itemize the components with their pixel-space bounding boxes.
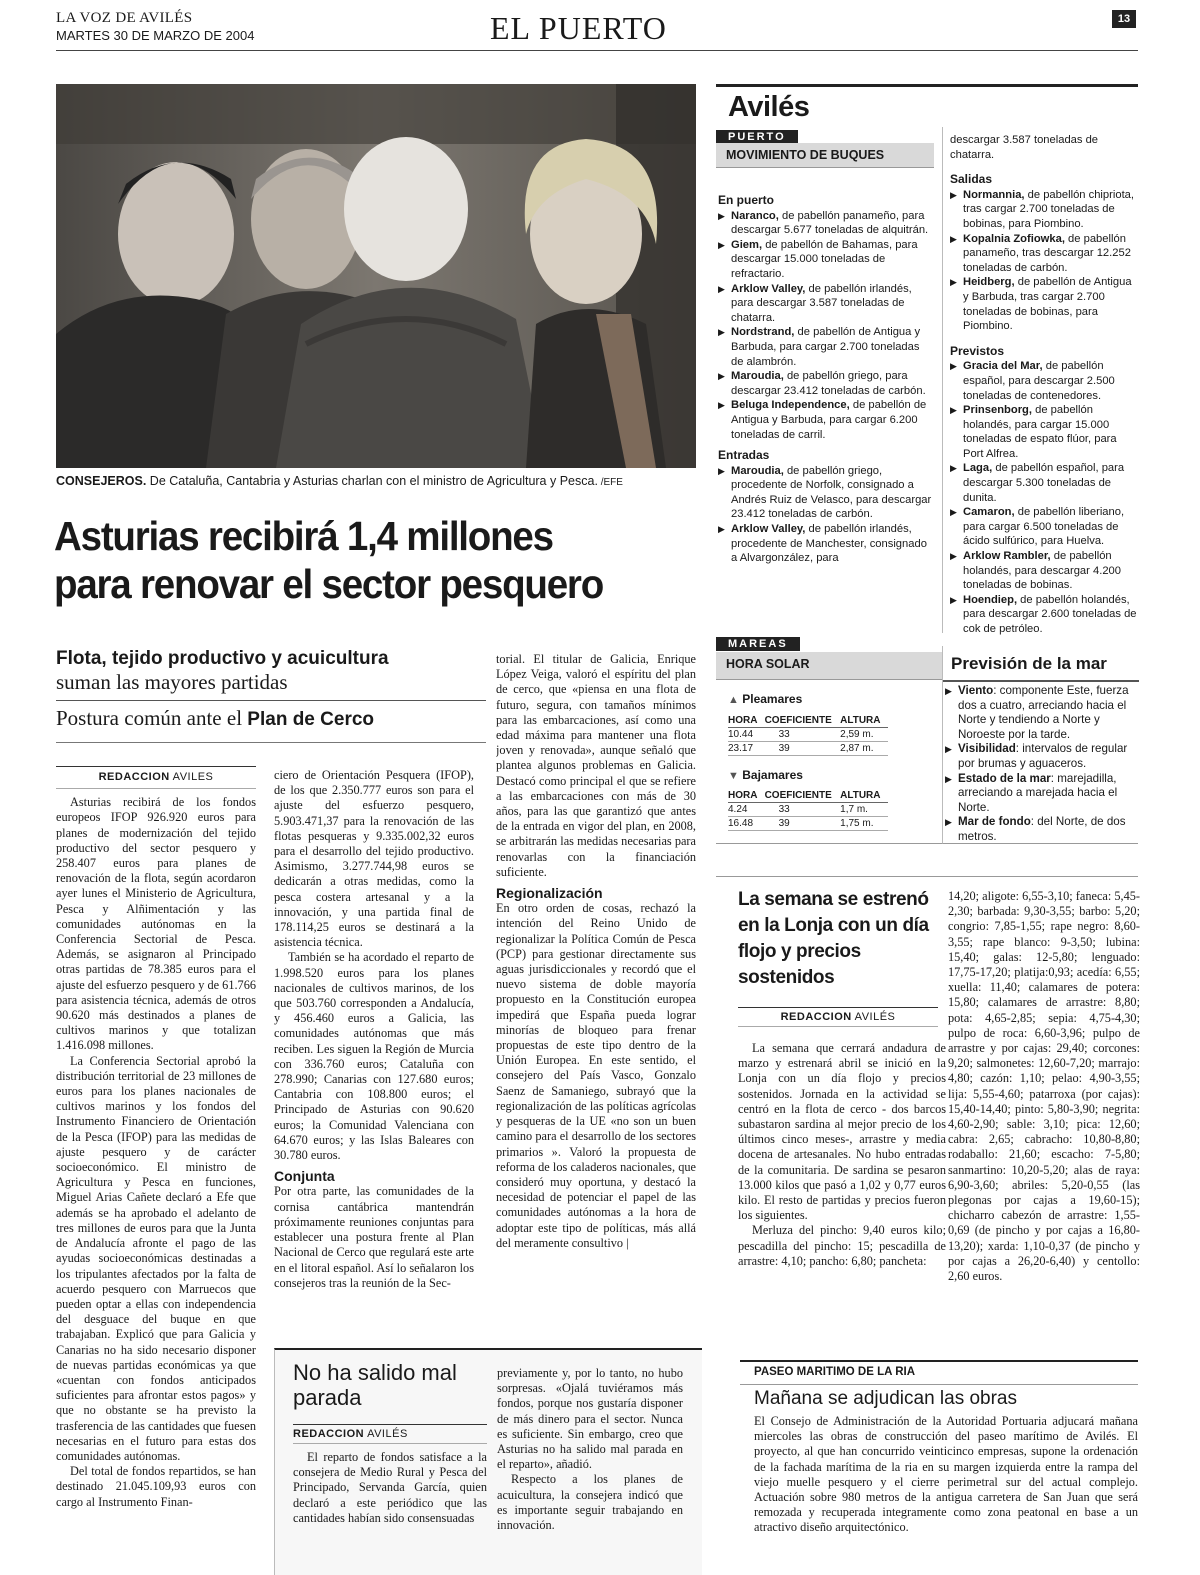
bajamares-label: Bajamares	[742, 768, 803, 782]
list-item	[718, 209, 932, 238]
forecast-list	[945, 684, 1137, 845]
col-hora: HORA	[728, 789, 765, 803]
item-text: de pabellón de Antigua y Barbuda, tras cargar 2.700 toneladas de bobinas, para Piombino.	[963, 276, 1132, 333]
item-text: de pabellón chipriota, tras cargar 2.700 toneladas de bobinas, para Piombino.	[963, 188, 1135, 230]
table-row	[728, 803, 888, 817]
paper-name: LA VOZ DE AVILÉS	[56, 10, 193, 26]
forecast-title: Previsión de la mar	[951, 654, 1107, 673]
ships-col-2	[950, 133, 1138, 637]
sidebar-byline	[293, 1424, 487, 1444]
list-item	[945, 684, 1137, 742]
paragraph: Del total de fondos repartidos, se han destinado 21.045.109,93 euros con cargo al Instrumento Finan-	[56, 1464, 256, 1509]
article-column-3	[496, 652, 696, 1328]
article-byline	[56, 766, 256, 789]
deck-line-3	[56, 705, 486, 733]
section-previstos: Previstos	[950, 343, 1005, 358]
paragraph: ciero de Orientación Pesquera (IFOP), de los que 2.350.777 euros son para el ajuste del esfuerzo pesquero, 5.903.471,37 para la renovación de las flotas pesqueras y 9.335.002,32 euros para el desarrollo del tejido productivo. Asimismo, 3.277.744,98 euros se dedicarán a otras medidas, como la pesca costera artesanal y a la innovación, y una partida final de 178.114,25 euros se destinará a la asistencia técnica.	[274, 768, 474, 950]
item-text: de pabellón panameño, para descargar 5.677 toneladas de alquitrán.	[731, 209, 929, 237]
paragraph: También se ha acordado el reparto de 1.998.520 euros para los planes nacionales de cultivos marinos, de los que 503.760 corresponden a Andalucía, y 456.460 euros a Galicia, las comunidades autónomas que más reciben. Les siguen la Región de Murcia con 336.760 euros; Cataluña con 278.990; Canarias con 127.680 euros; Cantabria con 108.800 euros; el Principado de Asturias con 90.620 euros; la Comunidad Valenciana con 64.670 euros; y las Islas Baleares con 30.780 euros.	[274, 950, 474, 1163]
list-item	[950, 359, 1138, 403]
issue-date: MARTES 30 DE MARZO DE 2004	[56, 28, 255, 43]
article-column-2	[274, 768, 474, 1328]
list-item	[718, 464, 932, 522]
sidebar-col-1	[293, 1450, 487, 1526]
paragraph: 14,20; aligote: 6,55-3,10; faneca: 5,45-2,30; barbada: 9,30-3,55; barbo: 5,20; congrio: 7,85-1,55; rape negro: 8,60-3,55; rape blanco: 9-3,50; lubina: 15,40; galas: 12-5,80; lenguado: 17,75-17,20; platija:0,93; acedía: 6,55; xuella: 11,40; calamares de potera: 15,80; calamares de arrastre: 8,80; pota: 4,65-2,85; sepia: 4,75-4,30; pulpo de roca: 6,60-3,96; pulpo de arrastre y por cajas: 29,40; corcones: 9,20; salmonetes: 12,60-7,20; marrajo: 4,80; cazón: 1,10; pelao: 4,90-3,55; lija: 5,55-4,60; patarroxa (por cajas): 15,40-14,40; pinto: 5,80-3,90; negrita: 4,60-2,90; sable: 3,10; pica: 12,60; cabra: 2,65; cabracho: 10,80-8,80; rodaballo: 21,60; escacho: 7-5,80; sanmartino: 10,20-5,20; alas de raya: 6,90-3,60; abriles: 5,20-0,55 (las plegonas por cajas a 19,60-15); chicharro cabezón de arrastre: 1,55-0,69 (de pincho y por cajas a 16,80-13,20); xarda: 1,10-0,37 (de pincho y por cajas a 26,20-6,40) y centollo: 2,60 euros.	[948, 889, 1140, 1284]
lonja-byline-agency: REDACCION	[780, 1011, 852, 1023]
col-altura: ALTURA	[840, 714, 888, 728]
headline-line-1: Asturias recibirá 1,4 millones	[54, 513, 553, 559]
cell: 10.44	[728, 728, 765, 742]
masthead-rule	[56, 50, 1138, 51]
item-text: de pabellón español, para descargar 5.300 toneladas de dunita.	[963, 462, 1125, 504]
item-name: Hoendiep,	[963, 593, 1018, 606]
list-item	[718, 369, 932, 398]
item-name: Maroudia,	[731, 370, 784, 383]
sidebar-col-2	[497, 1366, 683, 1533]
tides-tag-label: MAREAS	[716, 637, 800, 651]
byline-city: AVILES	[169, 771, 214, 783]
paragraph: Respecto a los planes de acuicultura, la consejera indicó que es importante seguir trabajando en innovación.	[497, 1472, 683, 1533]
deck-line-1: Flota, tejido productivo y acuicultura	[56, 648, 389, 669]
subhead-conjunta: Conjunta	[274, 1168, 335, 1185]
paragraph: El reparto de fondos satisface a la consejera de Medio Rural y Pesca del Principado, Servanda García, quien declaró a este periódico que las cantidades habían sido consensuadas	[293, 1450, 487, 1525]
item-name: Beluga Independence,	[731, 399, 850, 412]
list-item	[945, 742, 1137, 771]
item-text: : del Norte, de dos metros.	[958, 815, 1126, 843]
lonja-col-2	[948, 889, 1140, 1284]
photo-caption	[56, 474, 696, 488]
page-number: 13	[1112, 10, 1136, 28]
headline-line-2: para renovar el sector pesquero	[54, 561, 604, 607]
item-text: de pabellón liberiano, para cargar 6.500 toneladas de ácido sulfúrico, para Huelva.	[963, 506, 1125, 548]
cell: 39	[765, 817, 841, 831]
lonja-byline	[738, 1007, 938, 1027]
item-text: de pabellón de Antigua y Barbuda, para cargar 2.700 toneladas de alambrón.	[731, 326, 921, 368]
list-item	[950, 232, 1138, 276]
news-photo	[56, 84, 696, 468]
list-item	[950, 593, 1138, 637]
main-deck	[56, 648, 486, 733]
item-name: Giem,	[731, 238, 763, 251]
item-text: : marejadilla, arreciando a marejada hacia el Norte.	[958, 771, 1118, 814]
paseo-text: El Consejo de Administración de la Autoridad Portuaria adjucará mañana miercoles las obras de construcción del paseo marítimo de Avilés. El proyecto, al que han concurrido veinticinco empresas, supone la ordenación de la fachada marítima de la ria en su margen izquierda entre la rampa del viejo muelle pesquero y el cierre perimetral sur del actual complejo. Actuación sobre 980 metros de la antigua carretera de San Juan que será remozada y recuperada integramente como zona peatonal en base a un atractivo diseño arquitectónico.	[754, 1414, 1138, 1535]
item-text: de pabellón irlandés, procedente de Manchester, consignado a Alvargonzález, para	[731, 523, 927, 565]
item-name: Visibilidad	[958, 742, 1016, 756]
cell: 33	[765, 728, 841, 742]
byline-agency: REDACCION	[98, 771, 170, 783]
col-hora: HORA	[728, 714, 765, 728]
item-name: Camaron,	[963, 506, 1015, 519]
sidebar-byline-agency: REDACCION	[293, 1428, 365, 1440]
lonja-article	[716, 876, 1138, 1326]
list-item	[718, 522, 932, 566]
item-name: Naranco,	[731, 209, 779, 222]
tides-panel	[716, 634, 942, 844]
photo-credit: /EFE	[597, 477, 623, 488]
item-name: Prinsenborg,	[963, 404, 1032, 417]
tides-bar: HORA SOLAR	[716, 652, 942, 680]
col-coeficiente: COEFICIENTE	[765, 789, 841, 803]
item-name: Arklow Rambler,	[963, 550, 1051, 563]
previstos-list	[950, 359, 1138, 636]
cell: 23.17	[728, 742, 765, 756]
caption-text: De Cataluña, Cantabria y Asturias charlan con el ministro de Agricultura y Pesca.	[146, 474, 598, 488]
sidebar-title: No ha salido mal parada	[293, 1360, 457, 1410]
item-name: Estado de la mar	[958, 771, 1051, 785]
list-item	[718, 282, 932, 326]
item-name: Normannia,	[963, 188, 1025, 201]
salidas-list	[950, 188, 1138, 334]
list-item	[950, 275, 1138, 333]
forecast-panel	[942, 646, 1138, 844]
item-text: de pabellón griego, procedente de Norfolk, consignado a Andrés Ruiz de Velasco, para descargar 23.412 toneladas de carbón.	[731, 464, 932, 521]
deck-line-3-b: Plan de Cerco	[247, 709, 375, 730]
paragraph: La Conferencia Sectorial aprobó la distribución territorial de 23 millones de euros para los planes nacionales de cultivos marinos y los fondos del Instrumento Financiero de Orientación de la Pesca (IFOP) para las medidas de ajuste pesquero y de carácter socioeconómico. El ministro de Agricultura y Pesca en funciones, Miguel Arias Cañete declaró a Efe que además se ha aprobado el adelanto de tres millones de euros para que la Junta de Andalucía afronte el pago de las ayudas socioeconómicas destinadas a los tripulantes afectados por la falta de acuerdo pesquero con Marruecos que pueden optar a ellas con independencia del desguace del buque en que trabajaban. Explicó que para Galicia y Canarias no ha sido necesario disponer de nuevas partidas económicas ya que «cuentan con fondos anticipados suficientes para afrontar estos pagos» y que no obstante se ha previsto la trasferencia de las cantidades que fuesen necesarias en el futuro para estas dos comunidades autónomas.	[56, 1053, 256, 1463]
table-row	[728, 728, 888, 742]
item-name: Kopalnia Zofiowka,	[963, 232, 1065, 245]
list-item	[950, 461, 1138, 505]
tides-tag	[716, 634, 800, 652]
port-divider	[942, 127, 943, 633]
item-text: de pabellón holandés, para descargar 4.200 toneladas de bobinas.	[963, 550, 1121, 592]
masthead	[0, 0, 1200, 50]
cell: 39	[765, 742, 841, 756]
ships-col-1	[718, 187, 932, 566]
article-column-1	[56, 766, 256, 1575]
port-tag-label: PUERTO	[716, 130, 798, 144]
col-altura: ALTURA	[840, 789, 888, 803]
cell: 16.48	[728, 817, 765, 831]
item-text: : intervalos de regular por brumas y aguaceros.	[958, 742, 1128, 770]
paragraph: En otro orden de cosas, rechazó la intención del Reino Unido de regionalizar la Política Común de Pesca (PCP) para gestionar directamente sus aguas jurisdiccionales y recordó que el nuevo sistema de doble mayoría propuesto en la Constitución europea impedirá que España pueda lograr minorías de bloqueo para frenar propuestas de este tipo dentro de la Unión Europea. En este sentido, el consejero del País Vasco, Gonzalo Saenz de Samaniego, subrayó que la regionalización de las políticas agrícolas y pesqueras de la UE «no son un buen camino para el desarrollo de los sectores primarios ». Valoró la propuesta de reforma de los caladeros nacionales, que consideró muy oportuna, y destacó la necesidad de potenciar el papel de las comunidades autónomas a la hora de adoptar este tipo de políticas, más allá del meramente consultivo |	[496, 901, 696, 1250]
item-text: de pabellón de Antigua y Barbuda, para cargar 6.200 toneladas de carril.	[731, 399, 927, 441]
bajamares-title	[728, 768, 803, 782]
item-text: de pabellón de Bahamas, para descargar 15.000 toneladas de refractario.	[731, 238, 918, 280]
section-salidas: Salidas	[950, 172, 993, 187]
item-name: Laga,	[963, 462, 993, 475]
subhead-regionalizacion: Regionalización	[496, 885, 603, 902]
item-name: Mar de fondo	[958, 815, 1031, 829]
caption-lead: CONSEJEROS.	[56, 474, 147, 488]
cell: 2,59 m.	[840, 728, 888, 742]
pleamares-table	[728, 714, 888, 756]
list-item	[950, 505, 1138, 549]
list-item	[718, 325, 932, 369]
item-name: Viento	[958, 684, 994, 697]
photo-illustration	[56, 84, 696, 468]
item-name: Maroudia,	[731, 464, 784, 477]
item-text: de pabellón holandés, para cargar 15.000 toneladas de espato flúor, para Port Alfrea.	[963, 404, 1117, 460]
section-title: EL PUERTO	[490, 10, 667, 46]
paseo-kicker: PASEO MARITIMO DE LA RIA	[754, 1366, 915, 1378]
item-text: de pabellón español, para descargar 2.500 toneladas de contenedores.	[963, 360, 1115, 402]
sidebar-box	[274, 1348, 702, 1575]
paragraph: La semana que cerrará andadura de marzo y estrenará abril se inició en la Lonja con un día flojo y precios sostenidos. Jornada en la actividad se centró en la flota de cerco - dos barcos subastaron sardina al mejor precio de los últimos cinco meses-, arrastre y media docena de artesanales. No hubo entradas de la comunitaria. De sardina se pesaron 13.000 kilos que pasó a 1,02 y 0,77 euros kilo. El resto de partidas y precios fueron los siguientes.	[738, 1041, 946, 1223]
list-item	[945, 815, 1137, 844]
cell: 2,87 m.	[840, 742, 888, 756]
item-name: Arklow Valley,	[731, 282, 806, 295]
list-item	[718, 398, 932, 442]
item-text: de pabellón griego, para descargar 23.412 toneladas de carbón.	[731, 370, 926, 397]
paseo-rule	[740, 1384, 1138, 1385]
pleamares-title	[728, 692, 802, 706]
paragraph: torial. El titular de Galicia, Enrique López Veiga, valoró el espíritu del plan de cerco, que «piensa en una flota de futuro, segura, con tamaños mínimos para las embarcaciones, así como una edad máxima para mantener una flota joven y renovada», aunque señaló que plantea algunos problemas en Galicia. Destacó como principal el que se refiere a las embarcaciones con más de 30 años, para las que garantizó que antes de la entrada en vigor del plan, en 2008, se arbitrarán las medidas necesarias para renovarlas con la financiación suficiente.	[496, 652, 696, 879]
deck-rule	[56, 700, 486, 701]
table-row	[728, 742, 888, 756]
section-en-puerto: En puerto	[718, 193, 774, 207]
list-item	[950, 403, 1138, 461]
section-entradas: Entradas	[718, 448, 770, 463]
item-text: de pabellón holandés, para descargar 2.600 toneladas de cok de petróleo.	[963, 593, 1137, 635]
sidebar-byline-city: AVILÉS	[364, 1428, 408, 1440]
item-text: : componente Este, fuerza dos a cuatro, arreciando hacia el Norte y tendiendo a Norte y Noroeste por la tarde.	[958, 684, 1129, 741]
list-item	[950, 188, 1138, 232]
port-city: Avilés	[728, 91, 810, 123]
continued-text: descargar 3.587 toneladas de chatarra.	[950, 134, 1099, 161]
paragraph: Merluza del pincho: 9,40 euros kilo; pescadilla del pincho: 15; pescadilla de arrastre: 4,10; pancho: 6,80; pancheta:	[738, 1223, 946, 1268]
cell: 4.24	[728, 803, 765, 817]
table-row	[728, 817, 888, 831]
port-panel	[716, 84, 1138, 634]
port-bar: MOVIMIENTO DE BUQUES	[716, 143, 934, 168]
item-name: Gracia del Mar,	[963, 360, 1043, 373]
triangle-up-icon: ▲	[728, 694, 739, 706]
pleamares-label: Pleamares	[742, 692, 803, 706]
lonja-col-1	[738, 1041, 946, 1269]
paseo-headline: Mañana se adjudican las obras	[754, 1388, 1018, 1409]
cell: 1,7 m.	[840, 803, 888, 817]
en-puerto-list	[718, 209, 932, 443]
forecast-rule	[943, 680, 1139, 682]
item-name: Heidberg,	[963, 276, 1015, 289]
list-item	[945, 772, 1137, 816]
lonja-byline-city: AVILÉS	[851, 1011, 896, 1023]
entradas-list	[718, 464, 932, 566]
main-headline	[54, 512, 665, 608]
paragraph: Por otra parte, las comunidades de la cornisa cantábrica mantendrán próximamente reuniones conjuntas para establecer una postura frente al Plan Nacional de Cerco que regulará este arte en el litoral español. Así lo señalaron los consejeros tras la reunión de la Sec-	[274, 1184, 474, 1290]
cell: 33	[765, 803, 841, 817]
deck-bottom-rule	[56, 742, 486, 743]
bajamares-table	[728, 789, 888, 831]
deck-line-3-a: Postura común ante el	[56, 706, 248, 730]
item-name: Arklow Valley,	[731, 523, 806, 536]
lonja-headline: La semana se estrenó en la Lonja con un día flojo y precios sostenidos	[738, 889, 929, 988]
item-text: de pabellón irlandés, para descargar 3.587 toneladas de chatarra.	[731, 282, 912, 324]
list-item	[718, 238, 932, 282]
triangle-down-icon: ▼	[728, 770, 739, 782]
paragraph: Asturias recibirá de los fondos europeos IFOP 926.920 euros para planes de modernización del tejido productivo del sector pesquero y 258.407 euros para planes de renovación de la flota, según acordaron ayer lunes el Ministerio de Agricultura, Pesca y Alñimentación y las comunidades autónomas en la Conferencia Sectorial de Pesca. Además, se asignaron al Principado otras partidas de 78.385 euros para el ajuste del esfuerzo pesquero y de 61.766 para asistencia técnica, además de otros 90.620 más destinados a planes de cultivos marinos y que totalizan 1.416.098 millones.	[56, 795, 256, 1053]
col-coeficiente: COEFICIENTE	[765, 714, 841, 728]
item-name: Nordstrand,	[731, 326, 795, 339]
paseo-article	[740, 1360, 1138, 1575]
cell: 1,75 m.	[840, 817, 888, 831]
deck-line-2: suman las mayores partidas	[56, 670, 288, 694]
paragraph: previamente y, por lo tanto, no hubo sorpresas. «Ojalá tuviéramos más fondos, porque nos gustaría disponer de más dinero para el sector. Nunca es suficiente. Sin embargo, creo que Asturias no ha salido mal parada en el reparto», añadió.	[497, 1366, 683, 1472]
item-text: de pabellón panameño, tras descargar 12.252 toneladas de carbón.	[963, 232, 1131, 274]
list-item	[950, 549, 1138, 593]
